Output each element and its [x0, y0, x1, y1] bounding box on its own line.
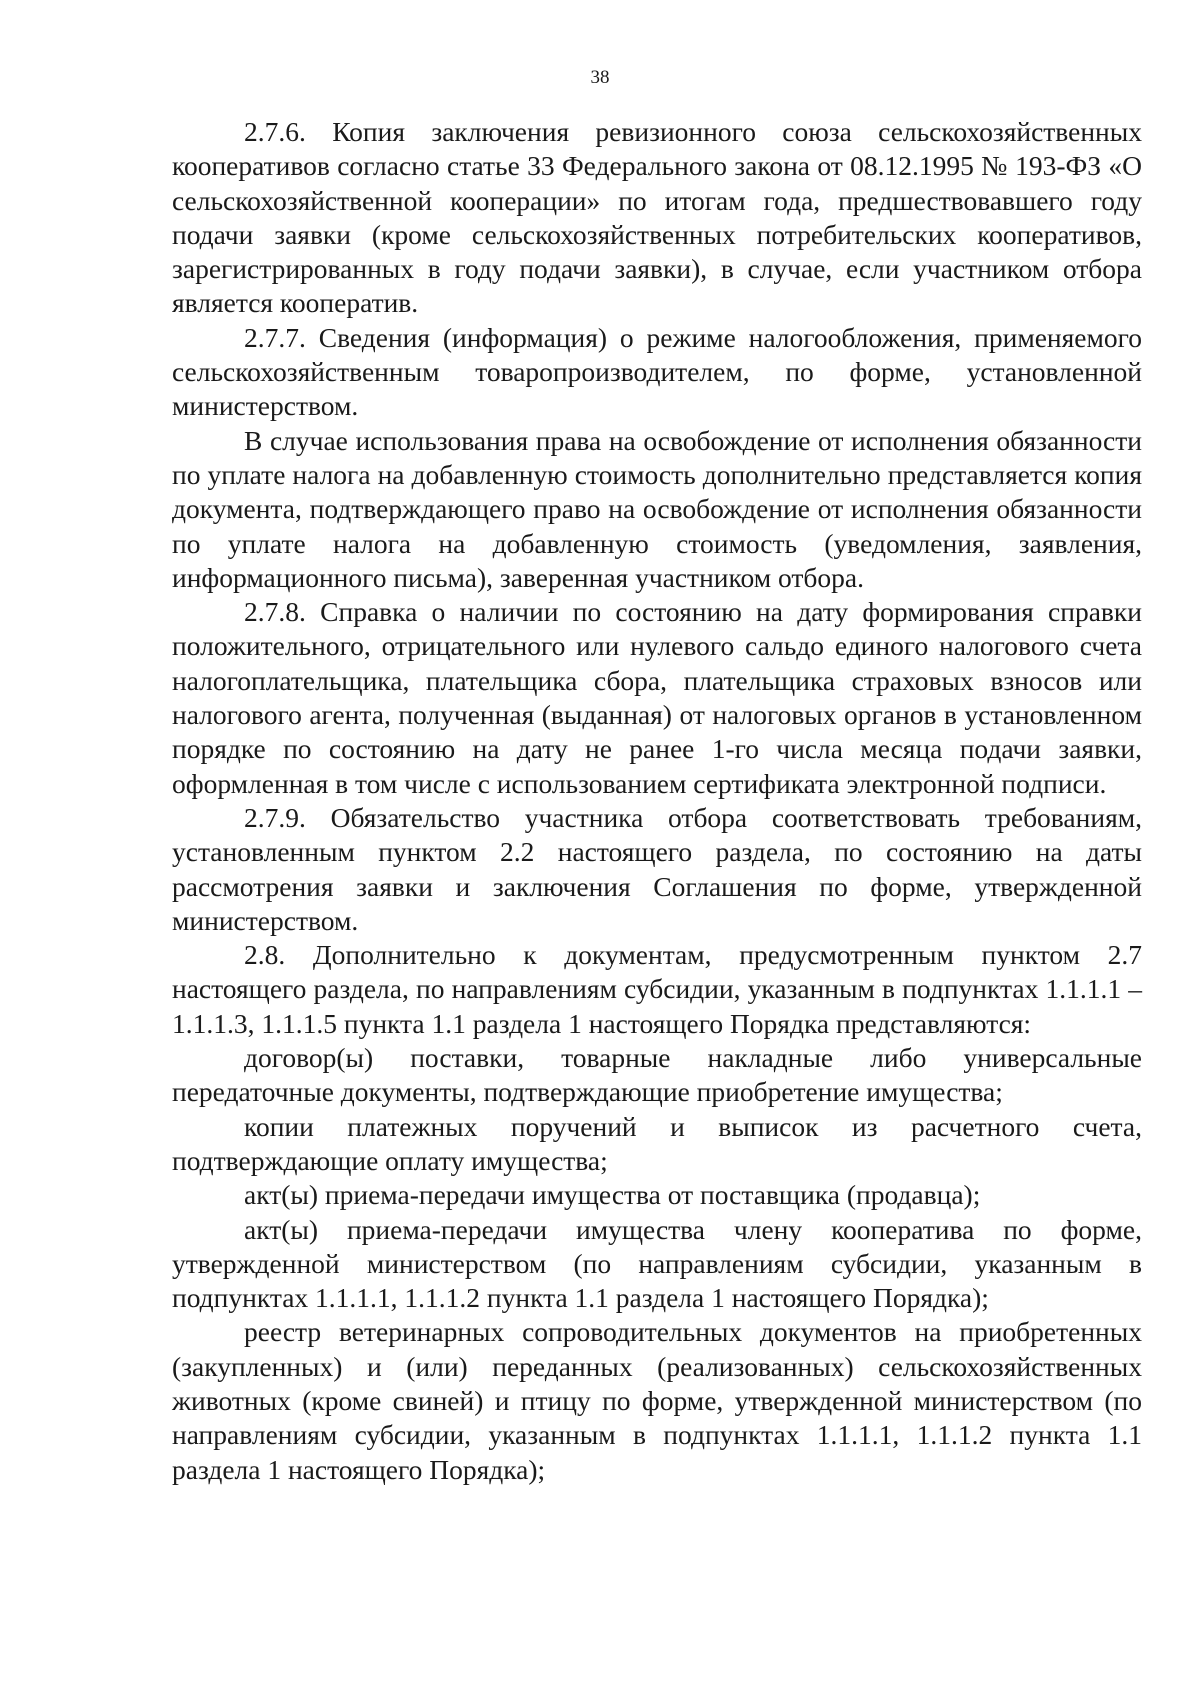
paragraph-2-8: 2.8. Дополнительно к документам, предусмотренным пунктом 2.7 настоящего раздела, по направлениям субсидии, указанным в подпунктах 1.1.1.1 – 1.1.1.3, 1.1.1.5 пункта 1.1 раздела 1 настоящего Порядка представляются: — [172, 939, 1142, 1039]
list-item-supply-contracts: договор(ы) поставки, товарные накладные либо универсальные передаточные документы, подтверждающие приобретение имущества; — [172, 1042, 1142, 1108]
paragraph-2-7-9: 2.7.9. Обязательство участника отбора соответствовать требованиям, установленным пунктом 2.2 настоящего раздела, по состоянию на даты рассмотрения заявки и заключения Соглашения по форме, утвержденной министерством. — [172, 801, 1142, 936]
document-body — [172, 115, 1142, 1487]
list-item-acceptance-acts-member: акт(ы) приема-передачи имущества члену кооператива по форме, утвержденной министерством (по направлениям субсидии, указанным в подпунктах 1.1.1.1, 1.1.1.2 пункта 1.1 раздела 1 настоящего Порядка); — [172, 1213, 1142, 1314]
paragraph-2-7-6: 2.7.6. Копия заключения ревизионного союза сельскохозяйственных кооперативов согласно статье 33 Федерального закона от 08.12.1995 № 193-ФЗ «О сельскохозяйственной кооперации» по итогам года, предшествовавшего году подачи заявки (кроме сельскохозяйственных потребительских кооперативов, зарегистрированных в году подачи заявки), в случае, если участником отбора является кооператив. — [172, 116, 1142, 319]
paragraph-2-7-7: 2.7.7. Сведения (информация) о режиме налогообложения, применяемого сельскохозяйственным товаропроизводителем, по форме, установленной министерством. — [172, 321, 1142, 422]
paragraph-vat-exemption: В случае использования права на освобождение от исполнения обязанности по уплате налога на добавленную стоимость дополнительно представляется копия документа, подтверждающего право на освобождение от исполнения обязанности по уплате налога на добавленную стоимость (уведомления, заявления, информационного письма), заверенная участником отбора. — [172, 424, 1142, 593]
list-item-payment-orders: копии платежных поручений и выписок из расчетного счета, подтверждающие оплату имущества; — [172, 1110, 1142, 1176]
page-number: 38 — [590, 67, 610, 88]
list-item-veterinary-registry: реестр ветеринарных сопроводительных документов на приобретенных (закупленных) и (или) переданных (реализованных) сельскохозяйственных животных (кроме свиней) и птицу по форме, утвержденной министерством (по направлениям субсидии, указанным в подпунктах 1.1.1.1, 1.1.1.2 пункта 1.1 раздела 1 настоящего Порядка); — [172, 1316, 1142, 1485]
list-item-acceptance-acts-supplier: акт(ы) приема-передачи имущества от поставщика (продавца); — [244, 1179, 981, 1211]
paragraph-2-7-8: 2.7.8. Справка о наличии по состоянию на дату формирования справки положительного, отрицательного или нулевого сальдо единого налогового счета налогоплательщика, плательщика сбора, плательщика страховых взносов или налогового агента, полученная (выданная) от налоговых органов в установленном порядке по состоянию на дату не ранее 1-го числа месяца подачи заявки, оформленная в том числе с использованием сертификата электронной подписи. — [172, 596, 1142, 799]
